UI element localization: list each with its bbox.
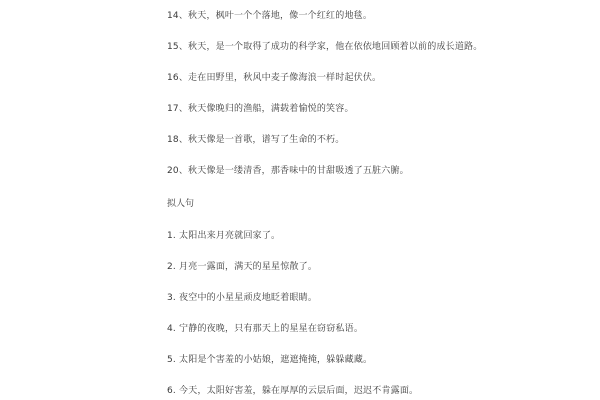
sentence-20: 20、秋天像是一缕清香，那香味中的甘甜吸透了五脏六腑。 [167, 166, 409, 176]
personification-3: 3. 夜空中的小星星顽皮地眨着眼睛。 [167, 293, 318, 303]
sentence-15: 15、秋天，是一个取得了成功的科学家，他在依依地回顾着以前的成长道路。 [167, 42, 483, 52]
personification-5: 5. 太阳是个害羞的小姑娘，遮遮掩掩，躲躲藏藏。 [167, 355, 373, 365]
personification-2: 2. 月亮一露面，满天的星星惊散了。 [167, 262, 318, 272]
personification-6: 6. 今天，太阳好害羞，躲在厚厚的云层后面，迟迟不肯露面。 [167, 386, 419, 396]
sentence-18: 18、秋天像是一首歌，谱写了生命的不朽。 [167, 135, 345, 145]
section-heading-personification: 拟人句 [167, 199, 195, 209]
sentence-17: 17、秋天像晚归的渔船，满载着愉悦的笑容。 [167, 104, 354, 114]
sentence-16: 16、走在田野里，秋风中麦子像海浪一样时起伏伏。 [167, 73, 382, 83]
personification-1: 1. 太阳出来月亮就回家了。 [167, 231, 281, 241]
personification-4: 4. 宁静的夜晚，只有那天上的星星在窃窃私语。 [167, 324, 364, 334]
sentence-14: 14、秋天，枫叶一个个落地，像一个红红的地毯。 [167, 11, 373, 21]
